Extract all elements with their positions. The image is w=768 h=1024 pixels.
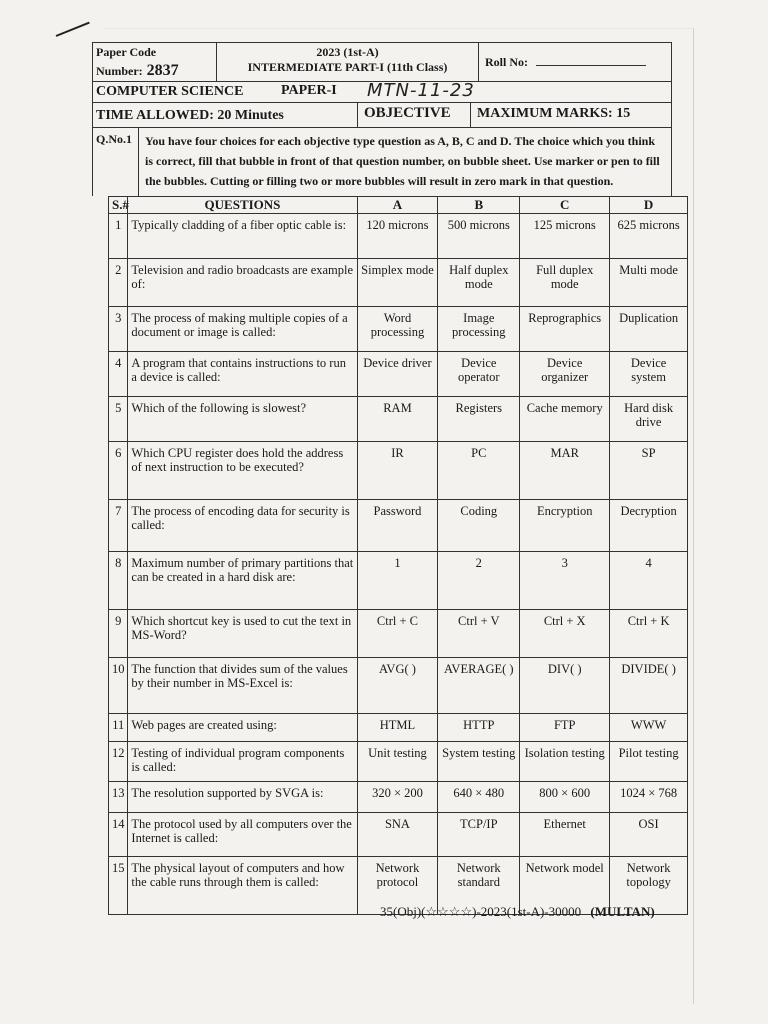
questions-table (108, 196, 688, 915)
option-c: Network model (520, 857, 610, 915)
question-text: Which of the following is slowest? (128, 397, 357, 442)
question-number: 8 (109, 552, 128, 610)
option-c: Isolation testing (520, 742, 610, 782)
option-b: Device operator (438, 352, 520, 397)
footer-text: 35(Obj)(☆☆☆☆)-2023(1st-A)-30000 (380, 904, 582, 919)
question-number-label: Q.No.1 (93, 128, 139, 196)
option-a: HTML (357, 714, 438, 742)
instruction-text: You have four choices for each objective type question as A, B, C and D. The choice which you think is correct, fill that bubble in front of that question number, on bubble sheet. Use marker or pen to fill the bubbles. Cutting or filling two or more bubbles will result in zero mark in that question. (145, 134, 660, 188)
question-text: The process of encoding data for security is called: (128, 500, 357, 552)
footer-code (380, 904, 655, 920)
option-b: PC (438, 442, 520, 500)
number-line (96, 62, 213, 80)
option-b: TCP/IP (438, 813, 520, 857)
footer-region: (MULTAN) (590, 904, 655, 919)
option-d: DIVIDE( ) (610, 658, 688, 714)
question-number: 9 (109, 610, 128, 658)
question-number: 14 (109, 813, 128, 857)
table-row (109, 813, 688, 857)
table-row (109, 214, 688, 259)
option-d: Duplication (610, 307, 688, 352)
paper-code-cell (93, 43, 216, 81)
question-text: Typically cladding of a fiber optic cable is: (128, 214, 357, 259)
option-a: AVG( ) (357, 658, 438, 714)
option-c: Encryption (520, 500, 610, 552)
roll-input-line[interactable] (536, 65, 646, 66)
option-c: Device organizer (520, 352, 610, 397)
exam-year: 2023 (1st-A) (316, 45, 379, 59)
option-a: 320 × 200 (357, 782, 438, 813)
number-label: Number: (96, 64, 143, 78)
question-number: 10 (109, 658, 128, 714)
table-row (109, 610, 688, 658)
question-text: Web pages are created using: (128, 714, 357, 742)
option-d: WWW (610, 714, 688, 742)
option-a: Ctrl + C (357, 610, 438, 658)
table-row (109, 658, 688, 714)
question-text: Which CPU register does hold the address of next instruction to be executed? (128, 442, 357, 500)
option-b: 2 (438, 552, 520, 610)
exam-title: INTERMEDIATE PART-I (11th Class) (247, 60, 448, 74)
roll-cell (478, 43, 671, 81)
col-questions: QUESTIONS (128, 197, 357, 214)
option-b: HTTP (438, 714, 520, 742)
time-allowed: TIME ALLOWED: 20 Minutes (96, 108, 284, 123)
question-text: Which shortcut key is used to cut the text in MS-Word? (128, 610, 357, 658)
question-number: 15 (109, 857, 128, 915)
col-b: B (438, 197, 520, 214)
question-number: 3 (109, 307, 128, 352)
paper-label: PAPER-I (281, 83, 337, 98)
question-number: 1 (109, 214, 128, 259)
col-d: D (610, 197, 688, 214)
table-row (109, 352, 688, 397)
col-c: C (520, 197, 610, 214)
pen-mark (56, 22, 90, 37)
option-d: Multi mode (610, 259, 688, 307)
option-c: 800 × 600 (520, 782, 610, 813)
question-text: The physical layout of computers and how the cable runs through them is called: (128, 857, 357, 915)
question-text: A program that contains instructions to run a device is called: (128, 352, 357, 397)
option-b: 500 microns (438, 214, 520, 259)
option-a: SNA (357, 813, 438, 857)
question-number: 11 (109, 714, 128, 742)
option-b: Coding (438, 500, 520, 552)
question-number: 4 (109, 352, 128, 397)
question-text: The resolution supported by SVGA is: (128, 782, 357, 813)
option-a: RAM (357, 397, 438, 442)
option-b: Network standard (438, 857, 520, 915)
paper-number: 2837 (146, 62, 179, 79)
header-row-3 (92, 102, 672, 128)
option-a: Unit testing (357, 742, 438, 782)
question-text: The process of making multiple copies of a document or image is called: (128, 307, 357, 352)
table-row (109, 782, 688, 813)
exam-cell (216, 43, 478, 81)
table-row (109, 397, 688, 442)
table-row (109, 552, 688, 610)
max-marks: MAXIMUM MARKS: 15 (470, 103, 671, 127)
option-c: Reprographics (520, 307, 610, 352)
roll-label: Roll No: (485, 55, 528, 69)
question-number: 5 (109, 397, 128, 442)
option-c: DIV( ) (520, 658, 610, 714)
option-a: Simplex mode (357, 259, 438, 307)
option-d: Pilot testing (610, 742, 688, 782)
objective-label: OBJECTIVE (357, 103, 470, 127)
col-a: A (357, 197, 438, 214)
table-row (109, 714, 688, 742)
table-row (109, 307, 688, 352)
option-a: 120 microns (357, 214, 438, 259)
option-b: Ctrl + V (438, 610, 520, 658)
option-d: Device system (610, 352, 688, 397)
option-a: IR (357, 442, 438, 500)
question-number: 7 (109, 500, 128, 552)
question-number: 6 (109, 442, 128, 500)
option-a: 1 (357, 552, 438, 610)
table-row (109, 500, 688, 552)
question-text: Testing of individual program components is called: (128, 742, 357, 782)
option-c: 3 (520, 552, 610, 610)
option-c: Ethernet (520, 813, 610, 857)
option-b: Half duplex mode (438, 259, 520, 307)
question-number: 13 (109, 782, 128, 813)
option-d: OSI (610, 813, 688, 857)
option-d: Network topology (610, 857, 688, 915)
option-c: MAR (520, 442, 610, 500)
option-b: System testing (438, 742, 520, 782)
paper-code-label: Paper Code (96, 45, 157, 59)
option-c: Full duplex mode (520, 259, 610, 307)
question-text: Television and radio broadcasts are example of: (128, 259, 357, 307)
subject: COMPUTER SCIENCE (96, 84, 244, 99)
option-c: FTP (520, 714, 610, 742)
option-b: AVERAGE( ) (438, 658, 520, 714)
option-d: Ctrl + K (610, 610, 688, 658)
option-a: Network protocol (357, 857, 438, 915)
table-row (109, 742, 688, 782)
table-row (109, 259, 688, 307)
option-c: Cache memory (520, 397, 610, 442)
instruction-row (92, 127, 672, 196)
header-row-1 (92, 42, 672, 82)
table-header-row (109, 197, 688, 214)
option-a: Word processing (357, 307, 438, 352)
header-row-2 (92, 81, 672, 103)
option-b: 640 × 480 (438, 782, 520, 813)
option-d: 625 microns (610, 214, 688, 259)
question-text: The protocol used by all computers over the Internet is called: (128, 813, 357, 857)
option-d: 1024 × 768 (610, 782, 688, 813)
option-c: Ctrl + X (520, 610, 610, 658)
option-b: Registers (438, 397, 520, 442)
question-number: 12 (109, 742, 128, 782)
option-d: 4 (610, 552, 688, 610)
table-row (109, 442, 688, 500)
option-c: 125 microns (520, 214, 610, 259)
option-d: Hard disk drive (610, 397, 688, 442)
question-text: The function that divides sum of the values by their number in MS-Excel is: (128, 658, 357, 714)
option-d: SP (610, 442, 688, 500)
option-a: Password (357, 500, 438, 552)
option-b: Image processing (438, 307, 520, 352)
question-number: 2 (109, 259, 128, 307)
option-d: Decryption (610, 500, 688, 552)
option-a: Device driver (357, 352, 438, 397)
col-sno: S.# (109, 197, 128, 214)
question-text: Maximum number of primary partitions that can be created in a hard disk are: (128, 552, 357, 610)
handwritten-note: MTN-11-23 (367, 80, 475, 101)
